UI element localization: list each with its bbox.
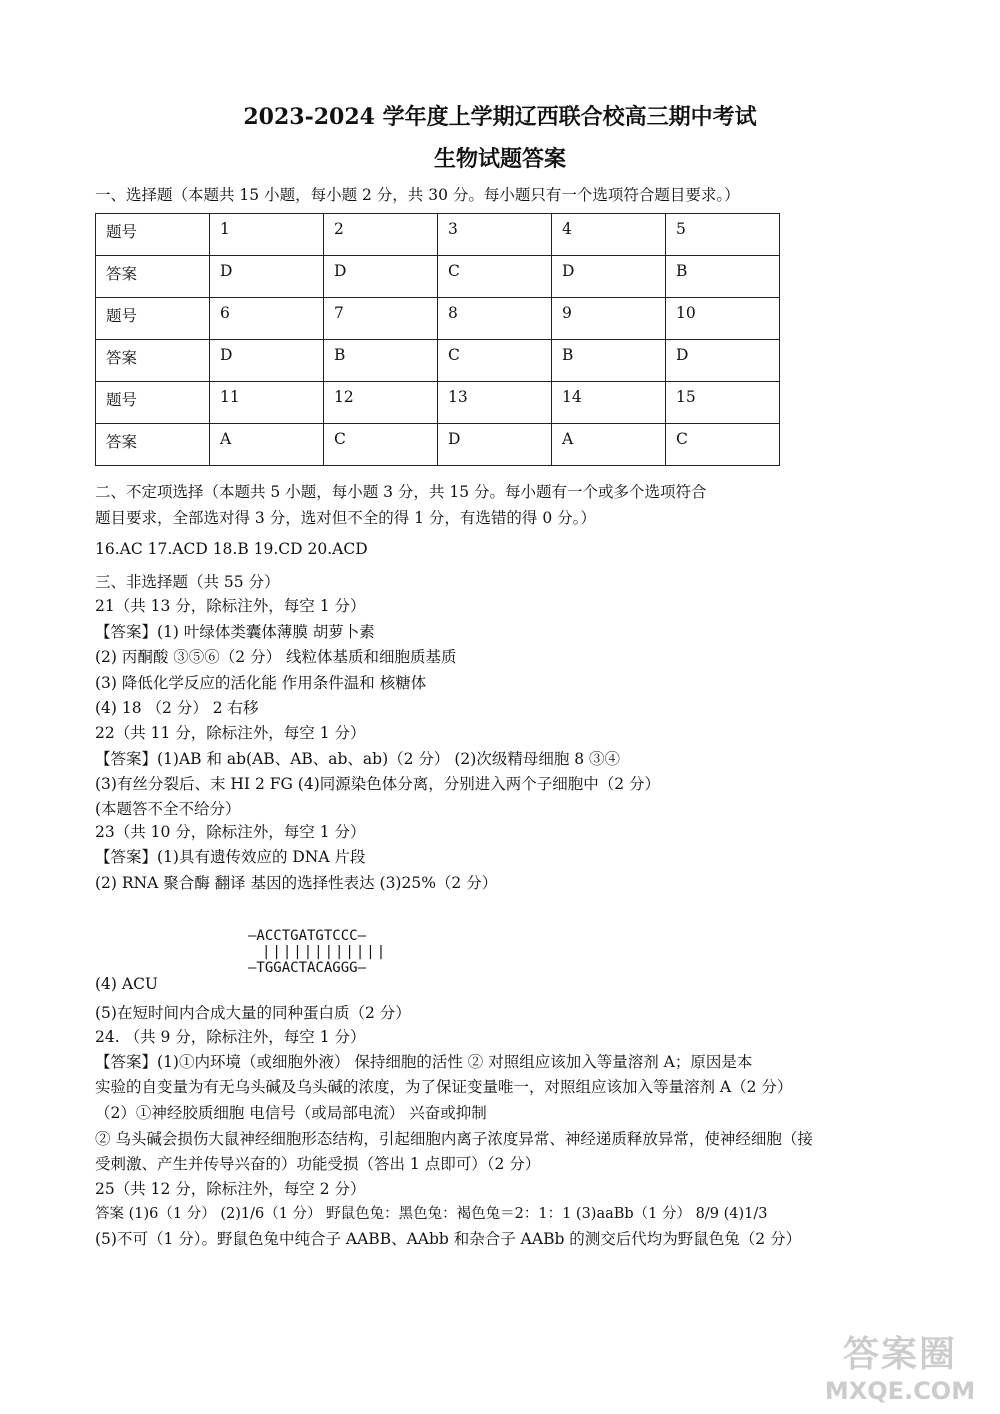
q24-answer-2: （2）①神经胶质细胞 电信号（或局部电流） 兴奋或抑制 — [95, 1104, 487, 1122]
watermark-logo — [820, 1326, 980, 1406]
q23-answer-1: 【答案】(1)具有遗传效应的 DNA 片段 — [95, 848, 366, 866]
table-cell: 10 — [666, 298, 780, 340]
table-cell: 9 — [552, 298, 666, 340]
answer-table — [95, 213, 780, 466]
q24-answer-2b-cont: 受刺激、产生并传导兴奋的）功能受损（答出 1 点即可）（2 分） — [95, 1155, 541, 1173]
table-cell: 7 — [324, 298, 438, 340]
table-row — [96, 214, 780, 256]
q25-header: 25（共 12 分，除标注外，每空 2 分） — [95, 1180, 366, 1198]
dna-bottom-strand: —TGGACTACAGGG— — [248, 960, 367, 976]
q25-answer-1: 答案 (1)6（1 分） (2)1/6（1 分） 野鼠色兔：黑色兔：褐色兔＝2：1：1 (3)aaBb（1 分） 8/9 (4)1/3 — [95, 1206, 768, 1222]
table-cell: D — [324, 256, 438, 298]
q21-answer-2: (2) 丙酮酸 ③⑤⑥（2 分） 线粒体基质和细胞质基质 — [95, 648, 457, 666]
dna-base-pairs: |||||||||||| — [262, 944, 388, 960]
table-cell: 5 — [666, 214, 780, 256]
table-cell: D — [552, 256, 666, 298]
table-cell: 15 — [666, 382, 780, 424]
table-cell: B — [552, 340, 666, 382]
table-cell: D — [438, 424, 552, 466]
q23-answer-4: (4) ACU — [95, 975, 158, 993]
q22-header: 22（共 11 分，除标注外，每空 1 分） — [95, 724, 366, 742]
q24-header: 24. （共 9 分，除标注外，每空 1 分） — [95, 1028, 366, 1046]
table-cell: 14 — [552, 382, 666, 424]
table-cell: C — [438, 340, 552, 382]
table-cell: D — [210, 340, 324, 382]
table-row-header: 题号 — [96, 214, 210, 256]
table-cell: 8 — [438, 298, 552, 340]
table-row-header: 答案 — [96, 340, 210, 382]
page-title: 2023-2024 学年度上学期辽西联合校高三期中考试 — [243, 104, 757, 130]
section1-heading: 一、选择题（本题共 15 小题，每小题 2 分，共 30 分。每小题只有一个选项符合题目要求。） — [95, 186, 740, 204]
q23-answer-2: (2) RNA 聚合酶 翻译 基因的选择性表达 (3)25%（2 分） — [95, 874, 498, 892]
table-row-header: 题号 — [96, 298, 210, 340]
section2-heading-1: 二、不定项选择（本题共 5 小题，每小题 3 分，共 15 分。每小题有一个或多个选项符合 — [95, 483, 707, 501]
table-cell: 4 — [552, 214, 666, 256]
watermark-top: 答案圈 — [842, 1334, 957, 1375]
q23-header: 23（共 10 分，除标注外，每空 1 分） — [95, 823, 366, 841]
q24-answer-1-cont: 实验的自变量为有无乌头碱及乌头碱的浓度，为了保证变量唯一，对照组应该加入等量溶剂 A（2 分） — [95, 1078, 793, 1096]
q25-answer-2: (5)不可（1 分）。野鼠色兔中纯合子 AABB、AAbb 和杂合子 AABb 的测交后代均为野鼠色兔（2 分） — [95, 1230, 802, 1248]
watermark-bottom: MXQE.COM — [824, 1377, 976, 1405]
q21-header: 21（共 13 分，除标注外，每空 1 分） — [95, 597, 366, 615]
table-cell: C — [666, 424, 780, 466]
table-row-header: 答案 — [96, 256, 210, 298]
q23-answer-5: (5)在短时间内合成大量的同种蛋白质（2 分） — [95, 1004, 411, 1022]
table-row — [96, 298, 780, 340]
q21-answer-1: 【答案】(1) 叶绿体类囊体薄膜 胡萝卜素 — [95, 623, 375, 641]
table-cell: A — [210, 424, 324, 466]
table-cell: B — [666, 256, 780, 298]
table-row — [96, 256, 780, 298]
table-cell: A — [552, 424, 666, 466]
table-row-header: 题号 — [96, 382, 210, 424]
q24-answer-2b: ② 乌头碱会损伤大鼠神经细胞形态结构，引起细胞内离子浓度异常、神经递质释放异常，使神经细胞（接 — [95, 1130, 813, 1148]
q21-answer-4: (4) 18 （2 分） 2 右移 — [95, 699, 259, 717]
table-row — [96, 382, 780, 424]
table-cell: 12 — [324, 382, 438, 424]
page-subtitle: 生物试题答案 — [433, 146, 566, 172]
q22-note: (本题答不全不给分） — [95, 800, 241, 818]
table-cell: B — [324, 340, 438, 382]
table-row — [96, 340, 780, 382]
section2-heading-2: 题目要求，全部选对得 3 分，选对但不全的得 1 分，有选错的得 0 分。） — [95, 509, 596, 527]
table-cell: C — [438, 256, 552, 298]
section2-answers: 16.AC 17.ACD 18.B 19.CD 20.ACD — [95, 540, 368, 558]
table-row-header: 答案 — [96, 424, 210, 466]
q22-answer-2: (3)有丝分裂后、末 HI 2 FG (4)同源染色体分离，分别进入两个子细胞中（2 分） — [95, 775, 661, 793]
table-cell: 11 — [210, 382, 324, 424]
table-cell: 3 — [438, 214, 552, 256]
table-cell: 6 — [210, 298, 324, 340]
q21-answer-3: (3) 降低化学反应的活化能 作用条件温和 核糖体 — [95, 674, 427, 692]
q24-answer-1: 【答案】(1)①内环境（或细胞外液） 保持细胞的活性 ② 对照组应该加入等量溶剂 A；原因是本 — [95, 1053, 753, 1071]
table-row — [96, 424, 780, 466]
q22-answer-1: 【答案】(1)AB 和 ab(AB、AB、ab、ab)（2 分） (2)次级精母细胞 8 ③④ — [95, 750, 621, 768]
table-cell: C — [324, 424, 438, 466]
table-cell: 2 — [324, 214, 438, 256]
section3-heading: 三、非选择题（共 55 分） — [95, 573, 280, 591]
table-cell: D — [210, 256, 324, 298]
table-cell: D — [666, 340, 780, 382]
dna-top-strand: —ACCTGATGTCCC— — [248, 928, 367, 944]
table-cell: 1 — [210, 214, 324, 256]
table-cell: 13 — [438, 382, 552, 424]
